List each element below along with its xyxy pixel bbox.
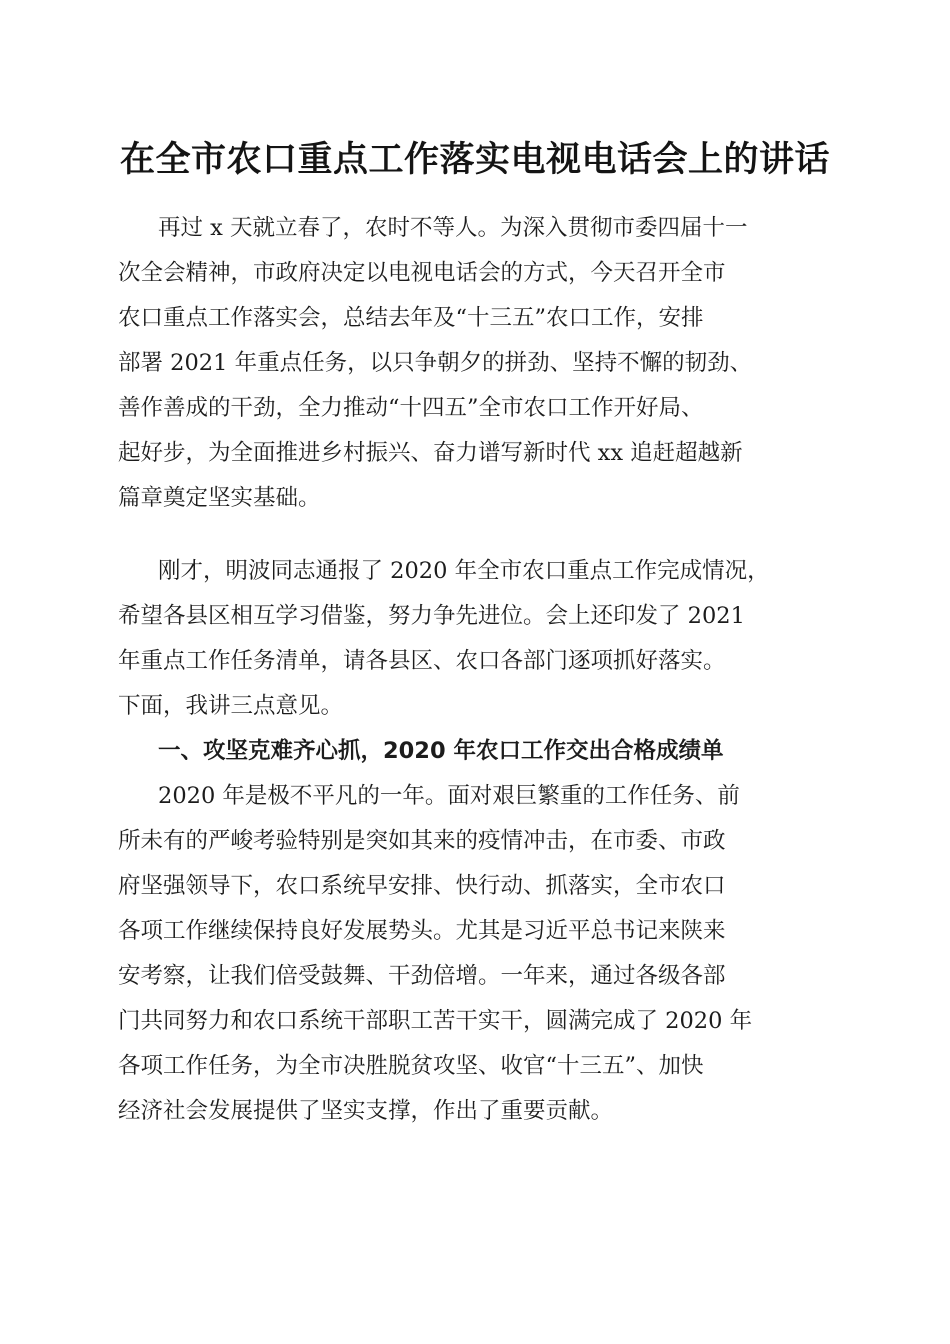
section-heading: 一、攻坚克难齐心抓，2020 年农口工作交出合格成绩单 <box>158 738 724 764</box>
paragraph-line: 希望各县区相互学习借鉴，努力争先进位。会上还印发了 2021 <box>118 603 745 629</box>
paragraph-line: 篇章奠定坚实基础。 <box>118 485 321 511</box>
paragraph-line: 部署 2021 年重点任务，以只争朝夕的拼劲、坚持不懈的韧劲、 <box>118 350 753 376</box>
paragraph-line: 2020 年是极不平凡的一年。面对艰巨繁重的工作任务、前 <box>158 783 740 809</box>
paragraph-line: 经济社会发展提供了坚实支撑，作出了重要贡献。 <box>118 1098 614 1124</box>
paragraph-line: 年重点工作任务清单，请各县区、农口各部门逐项抓好落实。 <box>118 648 726 674</box>
paragraph-line: 府坚强领导下，农口系统早安排、快行动、抓落实，全市农口 <box>118 873 726 899</box>
paragraph-line: 善作善成的干劲，全力推动“十四五”全市农口工作开好局、 <box>118 395 704 421</box>
paragraph-line: 再过 x 天就立春了，农时不等人。为深入贯彻市委四届十一 <box>158 215 748 241</box>
paragraph-3 <box>118 774 830 1134</box>
paragraph-line: 各项工作任务，为全市决胜脱贫攻坚、收官“十三五”、加快 <box>118 1053 704 1079</box>
paragraph-line: 门共同努力和农口系统干部职工苦干实干，圆满完成了 2020 年 <box>118 1008 753 1034</box>
paragraph-line: 各项工作继续保持良好发展势头。尤其是习近平总书记来陕来 <box>118 918 726 944</box>
paragraph-line: 所未有的严峻考验特别是突如其来的疫情冲击，在市委、市政 <box>118 828 726 854</box>
paragraph-line: 刚才，明波同志通报了 2020 年全市农口重点工作完成情况， <box>158 558 770 584</box>
paragraph-2 <box>118 549 830 729</box>
paragraph-1 <box>118 206 830 521</box>
document-title: 在全市农口重点工作落实电视电话会上的讲话 <box>119 139 830 180</box>
paragraph-line: 起好步，为全面推进乡村振兴、奋力谱写新时代 xx 追赶超越新 <box>118 440 743 466</box>
paragraph-line: 安考察，让我们倍受鼓舞、干劲倍增。一年来，通过各级各部 <box>118 963 726 989</box>
paragraph-line: 次全会精神，市政府决定以电视电话会的方式，今天召开全市 <box>118 260 726 286</box>
paragraph-line: 农口重点工作落实会，总结去年及“十三五”农口工作，安排 <box>118 305 704 331</box>
paragraph-line: 下面，我讲三点意见。 <box>118 693 344 719</box>
